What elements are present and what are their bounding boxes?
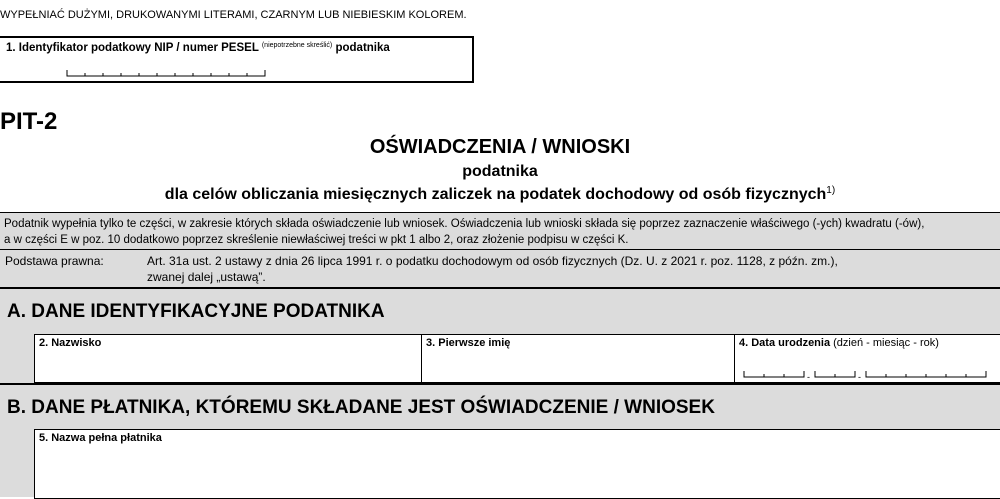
form-subtitle: podatnika <box>462 163 538 180</box>
birth-date-format-hint: (dzień - miesiąc - rok) <box>833 337 939 349</box>
legal-basis-label: Podstawa prawna: <box>5 254 104 268</box>
surname-label: 2. Nazwisko <box>39 337 102 349</box>
legal-basis-text <box>147 253 992 285</box>
instructions-line-2: a w części E w poz. 10 dodatkowo poprzez skreślenie niewłaściwej treści w pkt 1 albo 2, oraz złożenie podpisu w części K. <box>4 234 629 246</box>
legal-basis-line-1: Art. 31a ust. 2 ustawy z dnia 26 lipca 1991 r. o podatku dochodowym od osób fizycznych (Dz. U. z 2021 r. poz. 1128, z późn. zm.), <box>147 254 838 268</box>
svg-text:-: - <box>807 372 810 381</box>
birth-date-digit-boxes <box>743 369 993 381</box>
form-code: PIT-2 <box>0 108 58 135</box>
legal-basis <box>0 250 1000 289</box>
nip-pesel-label-main: 1. Identyfikator podatkowy NIP / numer PESEL <box>6 42 259 54</box>
section-a <box>0 289 1000 385</box>
nip-pesel-label-tail: podatnika <box>335 42 390 54</box>
nip-pesel-label <box>6 42 390 54</box>
birth-date-label <box>739 337 939 349</box>
form-purpose <box>0 185 1000 204</box>
fill-instruction: WYPEŁNIAĆ DUŻYMI, DRUKOWANYMI LITERAMI, CZARNYM LUB NIEBIESKIM KOLOREM. <box>0 9 467 21</box>
surname-field[interactable] <box>34 334 422 383</box>
form-title: OŚWIADCZENIA / WNIOSKI <box>369 136 631 158</box>
birth-date-field[interactable] <box>734 334 1000 383</box>
instructions-box <box>0 212 1000 250</box>
svg-text:-: - <box>858 372 861 381</box>
footnote-ref: 1) <box>826 185 836 196</box>
payer-name-field[interactable] <box>34 429 1000 499</box>
first-name-field[interactable] <box>421 334 735 383</box>
section-b-title: B. DANE PŁATNIKA, KTÓREMU SKŁADANE JEST OŚWIADCZENIE / WNIOSEK <box>7 397 715 418</box>
payer-name-label: 5. Nazwa pełna płatnika <box>39 432 162 444</box>
nip-digit-boxes <box>66 68 266 78</box>
nip-pesel-label-note: (niepotrzebne skreślić) <box>261 42 333 49</box>
legal-basis-line-2: zwanej dalej „ustawą”. <box>147 270 266 284</box>
first-name-label: 3. Pierwsze imię <box>426 337 511 349</box>
form-purpose-text: dla celów obliczania miesięcznych zaliczek na podatek dochodowy od osób fizycznych <box>164 186 827 203</box>
instructions-line-1: Podatnik wypełnia tylko te części, w zakresie których składa oświadczenie lub wniosek. Oświadczenia lub wnioski składa się poprzez zaznaczenie właściwego (-ych) kwadratu (-ów), <box>4 218 925 230</box>
section-b <box>0 385 1000 497</box>
birth-date-label-main: 4. Data urodzenia <box>739 337 831 349</box>
nip-pesel-field[interactable] <box>0 36 474 83</box>
section-a-title: A. DANE IDENTYFIKACYJNE PODATNIKA <box>7 301 385 322</box>
